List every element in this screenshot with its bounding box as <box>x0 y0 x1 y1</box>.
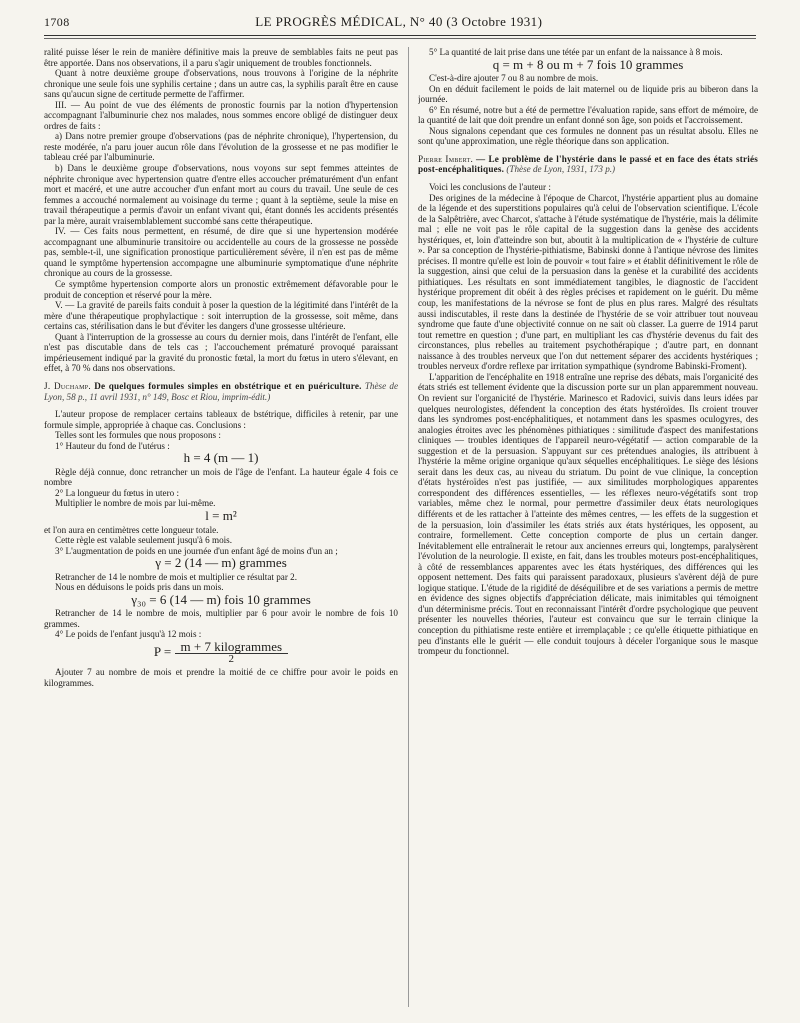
biblio-title: De quelques formules simples en obstétrique et en puériculture. <box>94 380 362 391</box>
paragraph: Voici les conclusions de l'auteur : <box>429 182 551 193</box>
paragraph: IV. — Ces faits nous permettent, en résumé, de dire que si une hypertension modérée accompagnant une albuminurie transitoire ou accidentelle au cours de la grossesse ne possède pas, semble-t-il, une signification pronostique particulièrement sévère, il n'en est pas de même quand le symptôme hypertension accompagne une albuminurie symptomatique d'une néphrite chronique au cours de la grossesse. <box>44 226 398 279</box>
formula-note: Nous en déduisons le poids pris dans un mois. <box>55 582 224 593</box>
bibliography-entry <box>44 381 398 402</box>
formula-label: 5° La quantité de lait prise dans une tétée par un enfant de la naissance à 8 mois. <box>429 47 723 57</box>
formula-lhs: P = <box>153 644 172 660</box>
formula-note: On en déduit facilement le poids de lait maternel ou de liquide pris au biberon dans la journée. <box>418 83 758 105</box>
page-number: 1708 <box>44 15 70 29</box>
formula-note: Ajouter 7 au nombre de mois et prendre la moitié de ce chiffre pour avoir le poids en kilogrammes. <box>44 667 398 688</box>
paragraph: b) Dans le deuxième groupe d'observations, nous voyons sur sept femmes atteintes de néphrite chronique avec hypertension quatre d'entre elles accoucher prématurément d'un enfant mort et macéré, et une autre accoucher d'un enfant mort au cours du travail. Une seule de ces femmes a accouché normalement au voisinage du terme ; quant à la septième, seule la mise en travail thérapeutique a permis d'avoir un enfant vivant qui, étant donnés les accidents présentés par la mère, aurait vraisemblablement succombé sans cette thérapeutique. <box>44 163 398 226</box>
paragraph: III. — Au point de vue des éléments de pronostic fournis par la notion d'hypertension accompagnant l'albuminurie chez nos malades, nous sommes encore obligé de distinguer deux ordres de faits : <box>44 99 398 131</box>
formula: γ = 2 (14 — m) grammes <box>155 555 287 571</box>
biblio-reference: (Thèse de Lyon, 1931, 173 p.) <box>506 164 616 175</box>
biblio-title: — Le problème de l'hystérie dans le passé et en face des états striés post-encéphalitiques. <box>418 153 758 175</box>
formula: q = m + 8 ou m + 7 fois 10 grammes <box>492 56 684 72</box>
right-column <box>418 47 758 1009</box>
header-rule <box>44 35 756 36</box>
paragraph: Quant à l'interruption de la grossesse au cours du dernier mois, dans l'intérêt de l'enfant, elle n'est pas discutable dans de tels cas ; l'accouchement prématuré provoqué paraissant impérieusement indiqué par la gravité du pronostic fœtal, la mort du fœtus in utero s'élevant, en effet, à 70 % dans nos observations. <box>44 331 398 374</box>
paragraph: Ce symptôme hypertension comporte alors un pronostic extrêmement défavorable pour le produit de conception et réservé pour la mère. <box>44 279 398 300</box>
left-column <box>44 47 398 1009</box>
paragraph: Nous signalons cependant que ces formules ne donnent pas un résultat absolu. Elles ne sont qu'une approximation, une règle théorique dans son application. <box>418 125 758 147</box>
paragraph: L'auteur propose de remplacer certains tableaux de bstétrique, difficiles à retenir, par une formule simple, appropriée à chaque cas. Conclusions : <box>44 409 398 430</box>
paragraph: 6° En résumé, notre but a été de permettre l'évaluation rapide, sans effort de mémoire, de la quantité de lait que doit prendre un enfant donné son âge, son poids et l'accroissement. <box>418 104 758 126</box>
header-rule-thin <box>44 38 756 39</box>
formula-note: C'est-à-dire ajouter 7 ou 8 au nombre de mois. <box>429 73 599 84</box>
biblio-author: J. Duchamp. <box>44 380 91 391</box>
paragraph: L'apparition de l'encéphalite en 1918 entraîne une reprise des débats, mais l'organicité des états striés est tellement évidente que la discussion porte sur un plan apparemment nouveau. On revient sur l'organicité de l'hystérie. Marinesco et Radovici, suivis dans leurs idées par quelques neurologistes, défendent la conception des états hystéroïdes. Ils croient trouver dans les syndromes post-encéphalitiques, et notamment dans les spasmes oculogyres, des analogies étroites avec les phénomènes pithiatiques : similitude d'aspect des manifestations cliniques — troubles identiques de l'appareil neuro-végétatif — action comparable de la suggestion et de la persuasion. S'appuyant sur ces prétendues analogies, ils attribuent à l'hystérie la même origine organique qu'aux séquelles encéphalitiques. Le siège des lésions serait dans les deux cas, au niveau du striatum. Du point de vue clinique, la conception d'états hystéroïdes n'est pas justifiée, — aux similitudes morphologiques apparentes correspondent des différences essentielles, — les réflexes neuro-végétatifs sont trop variables, même chez le normal, pour permettre d'assimiler deux états neurologiques différents et de les rattacher à l'atteinte des mêmes centres, — les effets de la suggestion et de la persuasion, loin d'assimiler les états striés aux états hystériques, les opposent, au contraire, formellement. Cette conception comporte de plus un certain danger. Inévitablement elle entraînerait le retour aux anciennes erreurs qui, longtemps, paralysèrent l'évolution de la neurologie. Il existe, en fait, dans les troubles moteurs post-encéphalitiques, à côté de ressemblances apparentes avec les états hystériques, des différences qui les opposent nettement. Des faits qui paraissent paradoxaux, plusieurs s'avèrent déjà de pure logique statique. L'étude de la rigidité de déséquilibre et de ses variations a permis de mettre en évidence des signes objectifs d'appréciation délicate, mais inimitables qui témoignent d'un déterminisme précis. Tout en reconnaissant l'intérêt d'ordre psychologique que peuvent présenter les nouvelles théories, l'auteur est convaincu que sur le terrain clinique la conception du pithiatisme reste entière et irremplaçable ; ce qu'elle étiquette pithiatique en peu d'instants elle le guérit — elle conduit toujours à déceler l'organique sous le masque trompeur du fonctionnel. <box>418 371 758 657</box>
formula-label: 3° L'augmentation de poids en une journée d'un enfant âgé de moins d'un an ; <box>55 545 338 556</box>
running-header <box>44 14 756 34</box>
bibliography-entry <box>418 154 758 175</box>
formula-note: Retrancher de 14 le nombre de mois et multiplier ce résultat par 2. <box>55 571 297 582</box>
paragraph: V. — La gravité de pareils faits conduit à poser la question de la légitimité dans l'intérêt de la mère d'une thérapeutique prophylactique : soit interruption de la grossesse, soit même, dans certains cas, stérilisation dans le but d'éviter les dangers d'une grossesse ultérieure. <box>44 300 398 332</box>
paragraph: Quant à notre deuxième groupe d'observations, nous trouvons à l'origine de la néphrite chronique une seule fois une syphilis certaine ; dans un autre cas, la syphilis paraît être en cause sans qu'aucun signe de certitude permette de l'affirmer. <box>44 68 398 100</box>
formula-label: 1° Hauteur du fond de l'utérus : <box>55 440 170 451</box>
formula: h = 4 (m — 1) <box>183 450 259 466</box>
column-divider <box>408 47 409 1007</box>
fraction <box>175 638 289 665</box>
fraction-numerator: m + 7 kilogrammes <box>175 642 289 654</box>
formula-label: 2° La longueur du fœtus in utero : <box>55 487 180 498</box>
paragraph: a) Dans notre premier groupe d'observations (pas de néphrite chronique), l'hypertension, du reste modérée, n'a paru jouer aucun rôle dans l'évolution de la grossesse et ne pas modifier le tableau créé par l'albuminurie. <box>44 131 398 163</box>
formula-note: Cette règle est valable seulement jusqu'à 6 mois. <box>55 535 232 546</box>
paragraph: Telles sont les formules que nous proposons : <box>55 430 221 441</box>
fraction-denominator: 2 <box>228 652 235 665</box>
formula-note: Règle déjà connue, donc retrancher un mois de l'âge de l'enfant. La hauteur égale 4 fois ce nombre <box>44 466 398 488</box>
formula: γ₃₀ = 6 (14 — m) fois 10 grammes <box>131 591 311 607</box>
formula-note: Multiplier le nombre de mois par lui-même. <box>55 498 216 509</box>
formula-fraction <box>44 638 398 665</box>
formula-label: 4° Le poids de l'enfant jusqu'à 12 mois : <box>55 629 202 640</box>
paragraph: ralité puisse léser le rein de manière définitive mais la preuve de semblables faits ne peut pas être apportée. Dans nos observations, il a paru s'agir uniquement de troubles fonctionnels. <box>44 47 398 68</box>
biblio-reference: Thèse de Lyon, 58 p., 11 avril 1931, n° 149, Bosc et Riou, imprim-édit.) <box>44 380 398 402</box>
biblio-author: Pierre Imbert. <box>418 153 474 164</box>
formula-note: et l'on aura en centimètres cette longueur totale. <box>44 524 219 535</box>
journal-title: LE PROGRÈS MÉDICAL, N° 40 (3 Octobre 1931) <box>255 14 543 29</box>
formula-note: Retrancher de 14 le nombre de mois, multiplier par 6 pour avoir le nombre de fois 10 grammes. <box>44 608 398 629</box>
paragraph: Des origines de la médecine à l'époque de Charcot, l'hystérie appartient plus au domaine de la légende et des superstitions populaires qu'à celui de l'observation scientifique. L'école de la Salpêtrière, avec Charcot, s'attache à l'étude systématique de l'hystérie, mais la délimite mal ; elle ne voit pas le rôle capital de la suggestion dans la genèse des accidents hystériques, et, loin d'atteindre son but, aboutit à la multiplication de « l'hystérie de culture ». Par sa conception de l'hystérie-pithiatisme, Babinski donne à l'antique névrose des limites précises. Il montre qu'elle est loin de pouvoir « tout faire » et établit définitivement le rôle de la suggestion, ainsi que celui de la persuasion dans la genèse et la curabilité des accidents pithiatiques. Les résultats en sont immédiatement tangibles, le diagnostic de l'accident hystérique proprement dit obéit à des règles précises et rapidement on le guérit. Du même coup, les manifestations de la névrose se font de plus en plus rares. Malgré des résultats aussi indiscutables, il reste dans la destinée de l'hystérie de se voir attribuer tout nouveau syndrome que faute d'une objectivité connue on ne sait où classer. La guerre de 1914 parut tout remettre en question ; d'une part, en multipliant les cas d'hystérie devenus du fait des circonstances, plus rebelles au traitement psychothérapique ; d'autre part, en donnant naissance à des troubles nerveux que l'on dut nettement séparer des accidents hystériques ; troubles nerveux d'ordre reflexe par irritation sympathique (syndrome Babinski-Froment). <box>418 192 758 372</box>
formula: l = m² <box>205 507 237 523</box>
